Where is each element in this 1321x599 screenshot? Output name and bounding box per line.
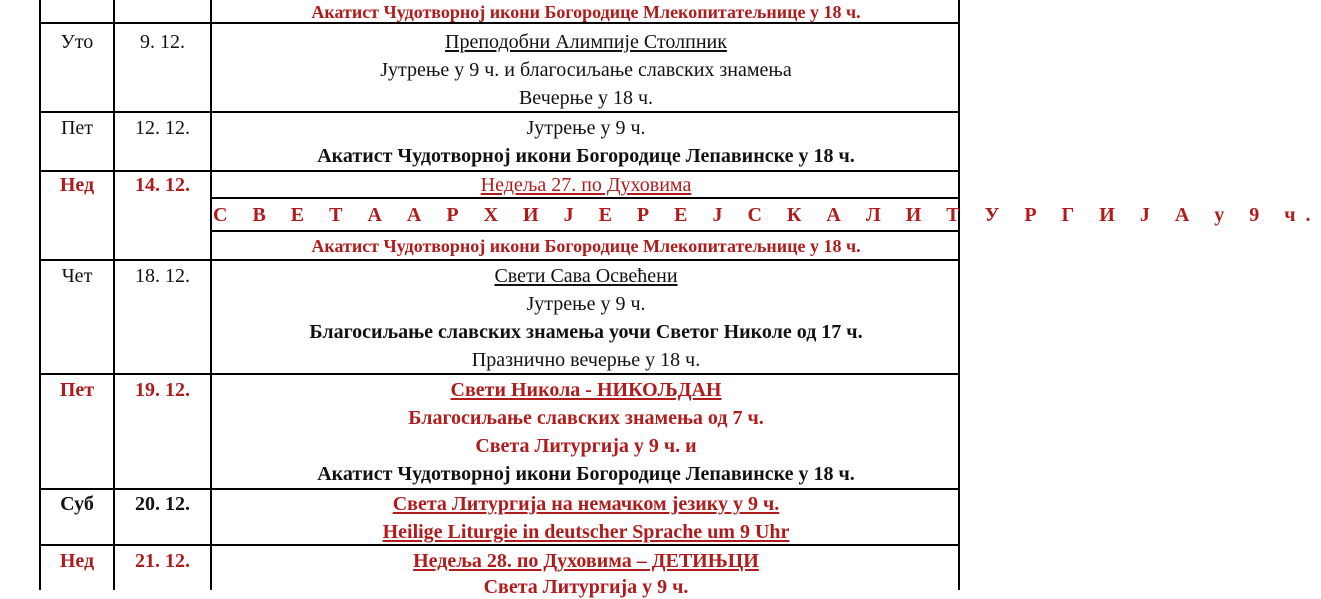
- event-line: Акатист Чудотворној икони Богородице Лепавинске у 18 ч.: [317, 145, 855, 167]
- event-line: Акатист Чудотворној икони Богородице Лепавинске у 18 ч.: [317, 463, 855, 485]
- date-cell: 19. 12.: [135, 379, 190, 401]
- row-separator: [40, 544, 959, 546]
- date-cell: 9. 12.: [140, 31, 185, 53]
- event-line: Јутрење у 9 ч.: [526, 293, 646, 315]
- row-separator: [40, 170, 959, 172]
- row-separator: [40, 488, 959, 490]
- date-cell: 14. 12.: [135, 174, 190, 196]
- day-cell: Нед: [59, 550, 95, 572]
- event-line: Благосиљање славских знамења уочи Светог Николе од 17 ч.: [309, 321, 863, 343]
- subrow-separator: [211, 230, 959, 232]
- event-line: Јутрење у 9 ч. и благосиљање славских знамења: [380, 59, 792, 81]
- day-cell: Суб: [60, 493, 94, 515]
- event-line: Јутрење у 9 ч.: [526, 117, 646, 139]
- date-cell: 18. 12.: [135, 265, 190, 287]
- day-cell: Пет: [59, 379, 95, 401]
- event-line: Акатист Чудотворној икони Богородице Млекопитатељнице у 18 ч.: [311, 236, 861, 256]
- feast-title: Преподобни Алимпије Столпник: [445, 31, 727, 53]
- day-cell: Уто: [60, 31, 94, 53]
- event-line: Акатист Чудотворној икони Богородице Млекопитатељнице у 18 ч.: [311, 2, 861, 22]
- date-cell: 21. 12.: [135, 550, 190, 572]
- day-cell: Пет: [60, 117, 94, 139]
- event-line: Света Литургија у 9 ч.: [483, 576, 689, 598]
- feast-title: Недеља 27. по Духовима: [480, 174, 692, 196]
- day-cell: Чет: [61, 265, 93, 287]
- event-line: Благосиљање славских знамења од 7 ч.: [408, 407, 764, 429]
- subrow-separator: [211, 197, 959, 199]
- feast-title: Свети Никола - НИКОЉДАН: [450, 379, 722, 401]
- feast-title-german: Heilige Liturgie in deutscher Sprache um 9 Uhr: [382, 521, 790, 543]
- day-cell: Нед: [59, 174, 95, 196]
- row-separator: [40, 373, 959, 375]
- date-cell: 12. 12.: [135, 117, 190, 139]
- feast-title: Света Литургија на немачком језику у 9 ч.: [392, 493, 780, 515]
- row-separator: [40, 259, 959, 261]
- feast-title: Недеља 28. по Духовима – ДЕТИЊЦИ: [413, 550, 759, 572]
- feast-title: Свети Сава Освећени: [494, 265, 678, 287]
- event-line: Света Литургија у 9 ч. и: [475, 435, 697, 457]
- event-line: Вечерње у 18 ч.: [518, 87, 654, 109]
- event-line: Празнично вечерње у 18 ч.: [471, 349, 701, 371]
- liturgy-banner: С В Е Т А А Р Х И Ј Е Р Е Ј С К А Л И Т У Р Г И Ј А у 9 ч.: [213, 204, 1321, 226]
- date-cell: 20. 12.: [135, 493, 190, 515]
- row-separator: [40, 111, 959, 113]
